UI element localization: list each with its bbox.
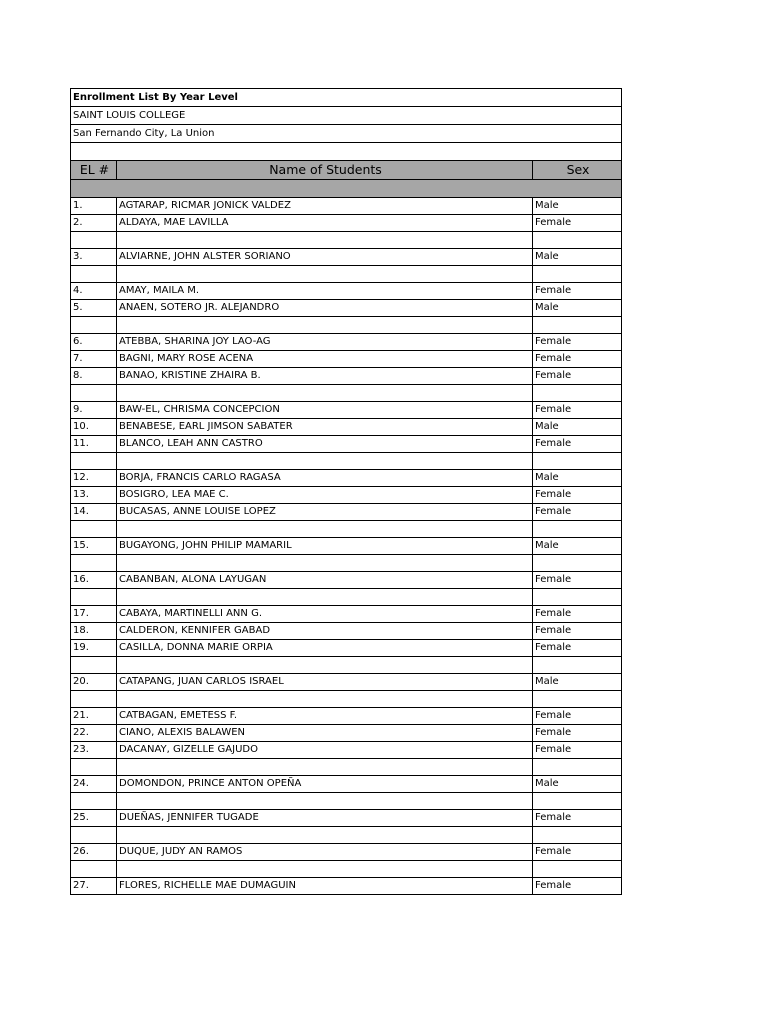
el-number-cell[interactable]: 2. [71, 215, 117, 232]
empty-name-cell[interactable] [117, 827, 533, 844]
empty-sex-cell[interactable] [533, 385, 622, 402]
empty-el-cell[interactable] [71, 657, 117, 674]
empty-sex-cell[interactable] [533, 232, 622, 249]
empty-el-cell[interactable] [71, 589, 117, 606]
el-number-cell[interactable]: 5. [71, 300, 117, 317]
student-name-cell[interactable]: BENABESE, EARL JIMSON SABATER [117, 419, 533, 436]
student-name-cell[interactable]: ALVIARNE, JOHN ALSTER SORIANO [117, 249, 533, 266]
blank-row [71, 232, 622, 249]
student-row [71, 334, 622, 351]
student-name-cell[interactable]: CASILLA, DONNA MARIE ORPIA [117, 640, 533, 657]
student-row [71, 283, 622, 300]
sex-cell[interactable]: Female [533, 572, 622, 589]
el-number-cell[interactable]: 13. [71, 487, 117, 504]
empty-sex-cell[interactable] [533, 691, 622, 708]
student-name-cell[interactable]: DACANAY, GIZELLE GAJUDO [117, 742, 533, 759]
el-number-cell[interactable]: 9. [71, 402, 117, 419]
blank-row [71, 589, 622, 606]
column-header-name[interactable]: Name of Students [117, 161, 533, 180]
column-header-row [71, 161, 622, 180]
el-number-cell[interactable]: 3. [71, 249, 117, 266]
el-number-cell[interactable]: 1. [71, 198, 117, 215]
empty-name-cell[interactable] [117, 555, 533, 572]
empty-name-cell[interactable] [117, 861, 533, 878]
el-number-cell[interactable]: 18. [71, 623, 117, 640]
sex-cell[interactable]: Female [533, 283, 622, 300]
student-name-cell[interactable]: FLORES, RICHELLE MAE DUMAGUIN [117, 878, 533, 895]
title-row [71, 89, 622, 107]
student-name-cell[interactable]: ANAEN, SOTERO JR. ALEJANDRO [117, 300, 533, 317]
empty-sex-cell[interactable] [533, 861, 622, 878]
empty-el-cell[interactable] [71, 317, 117, 334]
student-row [71, 504, 622, 521]
empty-sex-cell[interactable] [533, 827, 622, 844]
student-row [71, 470, 622, 487]
student-row [71, 300, 622, 317]
student-row [71, 198, 622, 215]
el-number-cell[interactable]: 8. [71, 368, 117, 385]
el-number-cell[interactable]: 14. [71, 504, 117, 521]
student-row [71, 844, 622, 861]
sex-cell[interactable]: Female [533, 334, 622, 351]
empty-name-cell[interactable] [117, 385, 533, 402]
empty-el-cell[interactable] [71, 453, 117, 470]
empty-sex-cell[interactable] [533, 589, 622, 606]
empty-sex-cell[interactable] [533, 266, 622, 283]
student-name-cell[interactable]: BANAO, KRISTINE ZHAIRA B. [117, 368, 533, 385]
empty-el-cell[interactable] [71, 759, 117, 776]
el-number-cell[interactable]: 15. [71, 538, 117, 555]
empty-sex-cell[interactable] [533, 453, 622, 470]
student-name-cell[interactable]: BORJA, FRANCIS CARLO RAGASA [117, 470, 533, 487]
student-name-cell[interactable]: CATBAGAN, EMETESS F. [117, 708, 533, 725]
empty-name-cell[interactable] [117, 793, 533, 810]
sex-cell[interactable]: Male [533, 538, 622, 555]
sheet-body [71, 89, 622, 895]
el-number-cell[interactable]: 12. [71, 470, 117, 487]
student-name-cell[interactable]: BUGAYONG, JOHN PHILIP MAMARIL [117, 538, 533, 555]
student-name-cell[interactable]: BAW-EL, CHRISMA CONCEPCION [117, 402, 533, 419]
empty-el-cell[interactable] [71, 793, 117, 810]
student-name-cell[interactable]: ATEBBA, SHARINA JOY LAO-AG [117, 334, 533, 351]
sex-cell[interactable]: Male [533, 198, 622, 215]
empty-cell[interactable] [71, 143, 622, 161]
student-name-cell[interactable]: DUQUE, JUDY AN RAMOS [117, 844, 533, 861]
student-row [71, 810, 622, 827]
student-row [71, 725, 622, 742]
student-name-cell[interactable]: CALDERON, KENNIFER GABAD [117, 623, 533, 640]
empty-name-cell[interactable] [117, 589, 533, 606]
location-row [71, 125, 622, 143]
school-row [71, 107, 622, 125]
sex-cell[interactable]: Female [533, 402, 622, 419]
empty-name-cell[interactable] [117, 521, 533, 538]
student-row [71, 215, 622, 232]
sex-cell[interactable]: Female [533, 742, 622, 759]
student-row [71, 249, 622, 266]
sex-cell[interactable]: Male [533, 776, 622, 793]
el-number-cell[interactable]: 22. [71, 725, 117, 742]
sex-cell[interactable]: Male [533, 674, 622, 691]
empty-name-cell[interactable] [117, 453, 533, 470]
student-name-cell[interactable]: DUEÑAS, JENNIFER TUGADE [117, 810, 533, 827]
sex-cell[interactable]: Female [533, 810, 622, 827]
empty-sex-cell[interactable] [533, 793, 622, 810]
empty-name-cell[interactable] [117, 232, 533, 249]
student-row [71, 572, 622, 589]
sex-cell[interactable]: Female [533, 725, 622, 742]
student-name-cell[interactable]: CABAYA, MARTINELLI ANN G. [117, 606, 533, 623]
el-number-cell[interactable]: 23. [71, 742, 117, 759]
sex-cell[interactable]: Male [533, 300, 622, 317]
gray-band-row [71, 180, 622, 198]
sheet-title[interactable]: Enrollment List By Year Level [71, 89, 622, 107]
blank-row [71, 317, 622, 334]
el-number-cell[interactable]: 26. [71, 844, 117, 861]
spacer-row [71, 143, 622, 161]
el-number-cell[interactable]: 7. [71, 351, 117, 368]
el-number-cell[interactable]: 20. [71, 674, 117, 691]
sex-cell[interactable]: Male [533, 249, 622, 266]
sex-cell[interactable]: Female [533, 844, 622, 861]
empty-name-cell[interactable] [117, 691, 533, 708]
empty-el-cell[interactable] [71, 827, 117, 844]
student-name-cell[interactable]: BUCASAS, ANNE LOUISE LOPEZ [117, 504, 533, 521]
empty-name-cell[interactable] [117, 657, 533, 674]
el-number-cell[interactable]: 21. [71, 708, 117, 725]
empty-sex-cell[interactable] [533, 759, 622, 776]
sex-cell[interactable]: Female [533, 640, 622, 657]
empty-sex-cell[interactable] [533, 521, 622, 538]
school-name[interactable]: SAINT LOUIS COLLEGE [71, 107, 622, 125]
el-number-cell[interactable]: 10. [71, 419, 117, 436]
sex-cell[interactable]: Female [533, 215, 622, 232]
empty-name-cell[interactable] [117, 317, 533, 334]
student-row [71, 606, 622, 623]
student-row [71, 776, 622, 793]
column-header-sex[interactable]: Sex [533, 161, 622, 180]
blank-row [71, 759, 622, 776]
blank-row [71, 793, 622, 810]
gray-band-cell[interactable] [71, 180, 622, 198]
sex-cell[interactable]: Female [533, 487, 622, 504]
el-number-cell[interactable]: 25. [71, 810, 117, 827]
student-row [71, 708, 622, 725]
el-number-cell[interactable]: 27. [71, 878, 117, 895]
empty-el-cell[interactable] [71, 521, 117, 538]
el-number-cell[interactable]: 6. [71, 334, 117, 351]
empty-sex-cell[interactable] [533, 555, 622, 572]
student-name-cell[interactable]: CIANO, ALEXIS BALAWEN [117, 725, 533, 742]
blank-row [71, 555, 622, 572]
sex-cell[interactable]: Female [533, 606, 622, 623]
student-name-cell[interactable]: CABANBAN, ALONA LAYUGAN [117, 572, 533, 589]
empty-name-cell[interactable] [117, 266, 533, 283]
empty-el-cell[interactable] [71, 555, 117, 572]
student-row [71, 351, 622, 368]
enrollment-sheet [70, 88, 622, 895]
student-row [71, 623, 622, 640]
blank-row [71, 691, 622, 708]
student-name-cell[interactable]: AMAY, MAILA M. [117, 283, 533, 300]
blank-row [71, 266, 622, 283]
student-row [71, 419, 622, 436]
sex-cell[interactable]: Female [533, 708, 622, 725]
sex-cell[interactable]: Female [533, 623, 622, 640]
student-row [71, 368, 622, 385]
student-row [71, 402, 622, 419]
blank-row [71, 657, 622, 674]
school-location[interactable]: San Fernando City, La Union [71, 125, 622, 143]
sex-cell[interactable]: Female [533, 878, 622, 895]
sex-cell[interactable]: Female [533, 436, 622, 453]
sex-cell[interactable]: Male [533, 419, 622, 436]
empty-name-cell[interactable] [117, 759, 533, 776]
blank-row [71, 827, 622, 844]
empty-el-cell[interactable] [71, 691, 117, 708]
empty-sex-cell[interactable] [533, 657, 622, 674]
blank-row [71, 385, 622, 402]
el-number-cell[interactable]: 19. [71, 640, 117, 657]
el-number-cell[interactable]: 16. [71, 572, 117, 589]
blank-row [71, 861, 622, 878]
empty-sex-cell[interactable] [533, 317, 622, 334]
sex-cell[interactable]: Female [533, 351, 622, 368]
blank-row [71, 453, 622, 470]
el-number-cell[interactable]: 24. [71, 776, 117, 793]
empty-el-cell[interactable] [71, 385, 117, 402]
student-name-cell[interactable]: ALDAYA, MAE LAVILLA [117, 215, 533, 232]
student-name-cell[interactable]: CATAPANG, JUAN CARLOS ISRAEL [117, 674, 533, 691]
sex-cell[interactable]: Female [533, 504, 622, 521]
blank-row [71, 521, 622, 538]
empty-el-cell[interactable] [71, 232, 117, 249]
student-row [71, 487, 622, 504]
sex-cell[interactable]: Male [533, 470, 622, 487]
column-header-el[interactable]: EL # [71, 161, 117, 180]
el-number-cell[interactable]: 17. [71, 606, 117, 623]
student-row [71, 674, 622, 691]
empty-el-cell[interactable] [71, 861, 117, 878]
sex-cell[interactable]: Female [533, 368, 622, 385]
empty-el-cell[interactable] [71, 266, 117, 283]
student-row [71, 742, 622, 759]
student-name-cell[interactable]: DOMONDON, PRINCE ANTON OPEÑA [117, 776, 533, 793]
student-name-cell[interactable]: BOSIGRO, LEA MAE C. [117, 487, 533, 504]
student-name-cell[interactable]: BLANCO, LEAH ANN CASTRO [117, 436, 533, 453]
student-row [71, 436, 622, 453]
student-name-cell[interactable]: BAGNI, MARY ROSE ACENA [117, 351, 533, 368]
student-name-cell[interactable]: AGTARAP, RICMAR JONICK VALDEZ [117, 198, 533, 215]
el-number-cell[interactable]: 11. [71, 436, 117, 453]
el-number-cell[interactable]: 4. [71, 283, 117, 300]
student-row [71, 538, 622, 555]
student-row [71, 640, 622, 657]
student-row [71, 878, 622, 895]
